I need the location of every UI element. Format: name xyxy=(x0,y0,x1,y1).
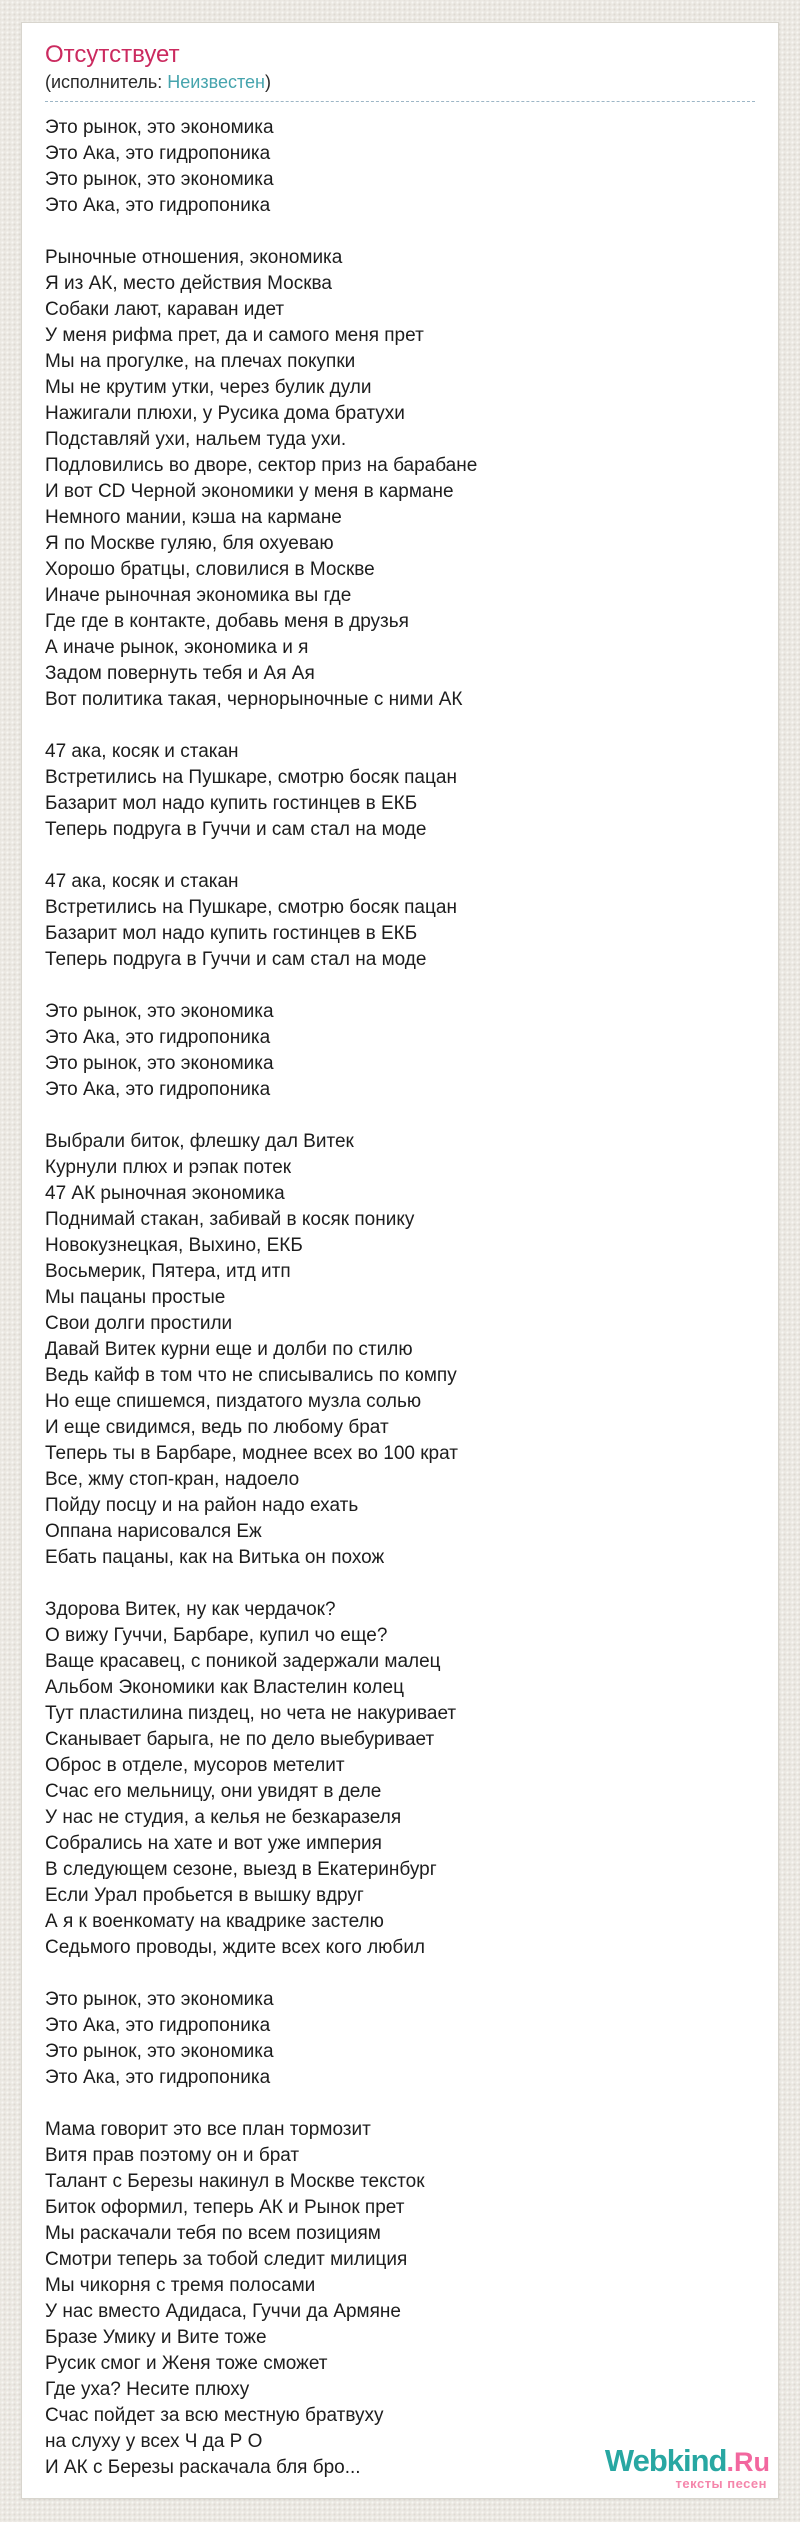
page-background xyxy=(0,22,800,2522)
page-title: Отсутствует xyxy=(45,41,180,68)
artist-link[interactable]: Неизвестен xyxy=(167,71,265,92)
webkind-logo-tagline: тексты песен xyxy=(675,2476,767,2491)
artist-line xyxy=(45,72,755,103)
stanza: Здорова Витек, ну как чердачок? О вижу Гуччи, Барбаре, купил чо еще? Ваще красавец, с поникой задержали малец Альбом Экономики как Властелин колец Тут пластилина пиздец, но чета не накуривает Сканывает барыга, не по дело выебуривает Оброс в отделе, мусоров метелит Счас его мельницу, они увидят в деле У нас не студия, а келья не безкаразеля Собрались на хате и вот уже империя В следующем сезоне, выезд в Екатеринбург Если Урал пробьется в вышку вдруг А я к военкомату на квадрике застелю Седьмого проводы, ждите всех кого любил xyxy=(45,1599,457,1959)
stanza: Рыночные отношения, экономика Я из АК, место действия Москва Собаки лают, караван идет У меня рифма прет, да и самого меня прет Мы на прогулке, на плечах покупки Мы не крутим утки, через булик дули Нажигали плюхи, у Русика дома братухи Подставляй ухи, нальем туда ухи. Подловились во дворе, сектор приз на барабане И вот CD Черной экономики у меня в кармане Немного мании, кэша на кармане Я по Москве гуляю, бля охуеваю Хорошо братцы, словилися в Москве Иначе рыночная экономика вы где Где где в контакте, добавь меня в друзья А иначе рынок, экономика и я Задом повернуть тебя и Ая Ая Вот политика такая, чернорыночные с ними АК xyxy=(45,247,478,711)
artist-label-suffix: ) xyxy=(264,71,271,92)
webkind-logo-suffix: .Ru xyxy=(726,2447,770,2477)
stanza: Выбрали биток, флешку дал Витек Курнули плюх и рэпак потек 47 АК рыночная экономика Поднимай стакан, забивай в косяк понику Новокузнецкая, Выхино, ЕКБ Восьмерик, Пятера, итд итп Мы пацаны простые Свои долги простили Давай Витек курни еще и долби по стилю Ведь кайф в том что не списывались по компу Но еще спишемся, пиздатого музла солью И еще свидимся, ведь по любому брат Теперь ты в Барбаре, моднее всех во 100 крат Все, жму стоп-кран, надоело Пойду посцу и на район надо ехать Оппана нарисовался Еж Ебать пацаны, как на Витька он похож xyxy=(45,1131,458,1569)
webkind-logo-main: Webkind xyxy=(604,2443,727,2478)
lyrics-card xyxy=(21,22,779,2499)
webkind-logo[interactable] xyxy=(605,2445,770,2490)
stanza: Это рынок, это экономика Это Ака, это гидропоника Это рынок, это экономика Это Ака, это гидропоника xyxy=(45,117,274,217)
lyrics-text xyxy=(45,115,755,2481)
webkind-logo-wordmark[interactable] xyxy=(605,2445,770,2476)
stanza: Это рынок, это экономика Это Ака, это гидропоника Это рынок, это экономика Это Ака, это гидропоника xyxy=(45,1001,274,1101)
artist-label-prefix: (исполнитель: xyxy=(45,71,163,92)
stanza: Это рынок, это экономика Это Ака, это гидропоника Это рынок, это экономика Это Ака, это гидропоника xyxy=(45,1989,274,2089)
stanza: Мама говорит это все план тормозит Витя прав поэтому он и брат Талант с Березы накинул в Москве тексток Биток оформил, теперь АК и Рынок прет Мы раскачали тебя по всем позициям Смотри теперь за тобой следит милиция Мы чикорня с тремя полосами У нас вместо Адидаса, Гуччи да Армяне Бразе Умику и Вите тоже Русик смог и Женя тоже сможет Где уха? Несите плюху Счас пойдет за всю местную братвуху на слуху у всех Ч да Р О И АК с Березы раскачала бля бро... xyxy=(45,2119,425,2479)
stanza: 47 ака, косяк и стакан Встретились на Пушкаре, смотрю босяк пацан Базарит мол надо купить гостинцев в ЕКБ Теперь подруга в Гуччи и сам стал на моде xyxy=(45,741,457,841)
stanza: 47 ака, косяк и стакан Встретились на Пушкаре, смотрю босяк пацан Базарит мол надо купить гостинцев в ЕКБ Теперь подруга в Гуччи и сам стал на моде xyxy=(45,871,457,971)
